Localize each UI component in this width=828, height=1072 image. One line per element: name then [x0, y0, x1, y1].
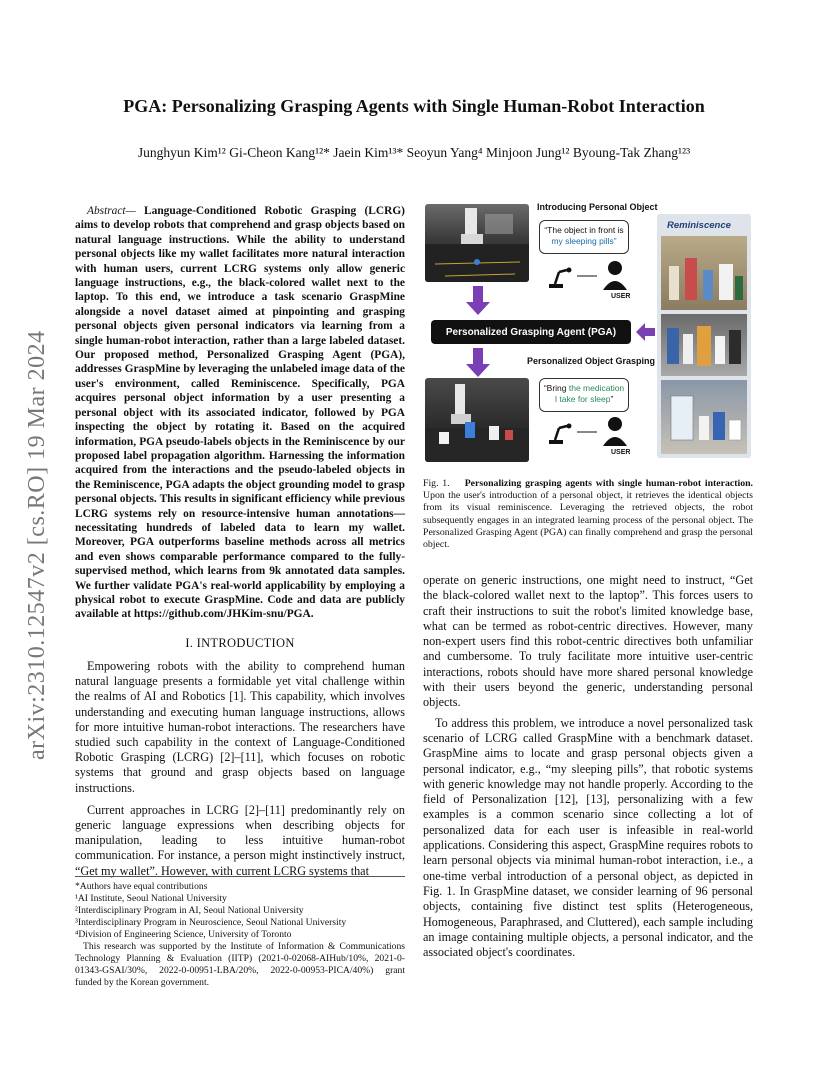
- label-introducing-personal-object: Introducing Personal Object: [537, 202, 658, 212]
- paper-title: PGA: Personalizing Grasping Agents with Single Human-Robot Interaction: [123, 96, 705, 116]
- figure-caption: [423, 478, 753, 551]
- body-paragraph: To address this problem, we introduce a novel personalized task scenario of LCRG called GraspMine with a benchmark dataset. GraspMine aims to locate and grasp personal objects given a personal indicator, e.g., “my sleeping pills”, that robotic systems with generic knowledge may not handle properly. According to the field of Personalization [12], [13], personalizing with a few examples is a common scenario since collecting a lot of personalized data for each user is infeasible in real-world applications. Considering this aspect, GraspMine requires robots to learn personal objects via minimal human-robot interaction, i.e., a one-time verbal introduction of a personal object, as depicted in Fig. 1. In GraspMine dataset, we consider learning of 96 personal objects, containing five distinct test splits (Heterogeneous, Homogeneous, Paraphrased, and Cluttered), each sample including an image containing multiple objects, a personal indicator, and the associated object's coordinates.: [423, 715, 753, 960]
- robot-arm-illustration: [425, 204, 529, 282]
- reminiscence-photo-2: [661, 314, 747, 376]
- footnote: ⁴Division of Engineering Science, University of Toronto: [75, 929, 292, 940]
- bubble-line-highlight: my sleeping pills”: [551, 236, 617, 246]
- caption-lead: Fig. 1.: [423, 478, 450, 489]
- robot-grasp-illustration: [425, 378, 529, 462]
- user-icon: [603, 261, 627, 290]
- objects-sketch-1: [661, 236, 747, 310]
- footnote: ¹AI Institute, Seoul National University: [75, 893, 227, 904]
- user-label-top: USER: [611, 293, 631, 300]
- arrow-left-icon: [635, 322, 657, 342]
- abstract-lead: Abstract—: [87, 205, 136, 217]
- footnote: ³Interdisciplinary Program in Neuroscience, Seoul National University: [75, 917, 347, 928]
- caption-bold: Personalizing grasping agents with single human-robot interaction.: [464, 478, 753, 489]
- footnote: ²Interdisciplinary Program in AI, Seoul National University: [75, 905, 304, 916]
- pga-label-box: Personalized Grasping Agent (PGA): [431, 320, 631, 344]
- user-label-bottom: USER: [611, 449, 631, 456]
- reminiscence-photo-1: [661, 236, 747, 310]
- footnote-funding: This research was supported by the Institute of Information & Communications Technology Planning & Evaluation (IITP) (2021-0-02068-AIHub/10%, 2021-0-01343-GSAI/30%, 2022-0-00951-LBA/20%, 2022-0-00953-PICA/40%) grant funded by the Korean government.: [75, 941, 405, 988]
- intro-paragraph-1: Empowering robots with the ability to comprehend human natural language presents a formidable yet vital challenge within the realms of AI and Robotics [1]. This capability, which involves understanding and executing human language instructions, allows for more intuitive human-robot interactions. The researchers have studied such capability in the context of Language-Conditioned Robotic Grasping (LCRG) [2]–[11], which focuses on robotic systems that ground and grasp objects based on language instructions.: [75, 658, 405, 795]
- footnote: *Authors have equal contributions: [75, 881, 208, 892]
- user-icon: [603, 417, 627, 446]
- reminiscence-panel: [657, 214, 751, 458]
- label-reminiscence: Reminiscence: [667, 220, 731, 231]
- bubble-line: “Bring the medication: [543, 383, 625, 393]
- arxiv-side-identifier: arXiv:2310.12547v2 [cs.RO] 19 Mar 2024: [24, 330, 50, 760]
- body-paragraph: operate on generic instructions, one might need to instruct, “Get the black-colored wallet next to the laptop”. This forces users to craft their instructions to suit the robot's limited knowledge base, what can be termed as robot-centric directives. However, many non-expert users find this robot-centric directives both unfamiliar and cumbersome. To truly facilitate more intuitive user-centric interactions, robots should have more shared personal knowledge with their users beyond the generic, understanding personal objects.: [423, 573, 753, 710]
- arrow-down-icon: [465, 286, 491, 316]
- reminiscence-photo-3: [661, 380, 747, 454]
- robot-icon: [549, 424, 572, 445]
- speech-bubble-command: [539, 378, 629, 412]
- section-heading-introduction: I. INTRODUCTION: [185, 635, 295, 650]
- abstract: [75, 204, 405, 622]
- robot-photo-top: [425, 204, 529, 282]
- robot-icon: [549, 268, 572, 289]
- left-column: [75, 204, 405, 886]
- abstract-text: Language-Conditioned Robotic Grasping (LCRG) aims to develop robots that comprehend and grasp objects based on natural language instructions. While the ability to understand personal objects like my wallet facilitates more natural interaction with human users, current LCRG systems only allow generic language instructions, e.g., the black-colored wallet next to the laptop. To this end, we introduce a task scenario GraspMine alongside a novel dataset aimed at pinpointing and grasping personal objects given personal indicators via learning from a single human-robot interaction, rather than a large labeled dataset. Our proposed method, Personalized Grasping Agent (PGA), addresses GraspMine by leveraging the unlabeled image data of the user's environment, called Reminiscence. Specifically, PGA acquires personal object information by a user presenting a personal object with its associated indicator, followed by PGA inspecting the object by rotating it. Based on the acquired information, PGA pseudo-labels objects in the Reminiscence by our proposed label propagation algorithm. Harnessing the information acquired from the interactions and the pseudo-labeled objects in the Reminiscence, PGA adapts the object grounding model to grasp personal objects. This results in significant efficiency while previous LCRG systems rely on resource-intensive human annotations—necessitating hundreds of labeled data to learn my wallet. Moreover, PGA outperforms baseline methods across all metrics and even shows comparable performance compared to the fully-supervised method, which learns from 9k annotated data samples. We further validate PGA's real-world applicability by employing a physical robot to execute GraspMine. Code and data are publicly available at https://github.com/JHKim-snu/PGA.: [75, 205, 405, 621]
- arrow-down-icon: [465, 348, 491, 378]
- bubble-line: “The object in front is: [544, 225, 624, 235]
- caption-text: Upon the user's introduction of a personal object, it retrieves the identical objects from its visual reminiscence. Leveraging the retrieved objects, the robot subsequently engages in an integrated learning process of the personal object. The Personalized Grasping Agent (PGA) can finally comprehend and grasp the personal object.: [423, 490, 753, 551]
- speech-bubble-introduce: [539, 220, 629, 254]
- intro-paragraph-2: Current approaches in LCRG [2]–[11] predominantly rely on generic language expressions when describing objects for manipulation, leading to less intuitive human-robot communication. For instance, a person might instinctively instruct, “Get my wallet”. However, with current LCRG systems that: [75, 802, 405, 878]
- objects-sketch-3: [661, 380, 747, 454]
- figure-1: [423, 200, 753, 462]
- author-list: Junghyun Kim¹² Gi-Cheon Kang¹²* Jaein Kim¹³* Seoyun Yang⁴ Minjoon Jung¹² Byoung-Tak Zhang¹²³: [137, 145, 691, 160]
- robot-photo-bottom: [425, 378, 529, 462]
- label-personalized-object-grasping: Personalized Object Grasping: [527, 356, 656, 366]
- bubble-line-highlight: I take for sleep”: [554, 394, 614, 404]
- objects-sketch-2: [661, 314, 747, 376]
- footnotes: [75, 876, 405, 989]
- right-column-body: [423, 573, 753, 965]
